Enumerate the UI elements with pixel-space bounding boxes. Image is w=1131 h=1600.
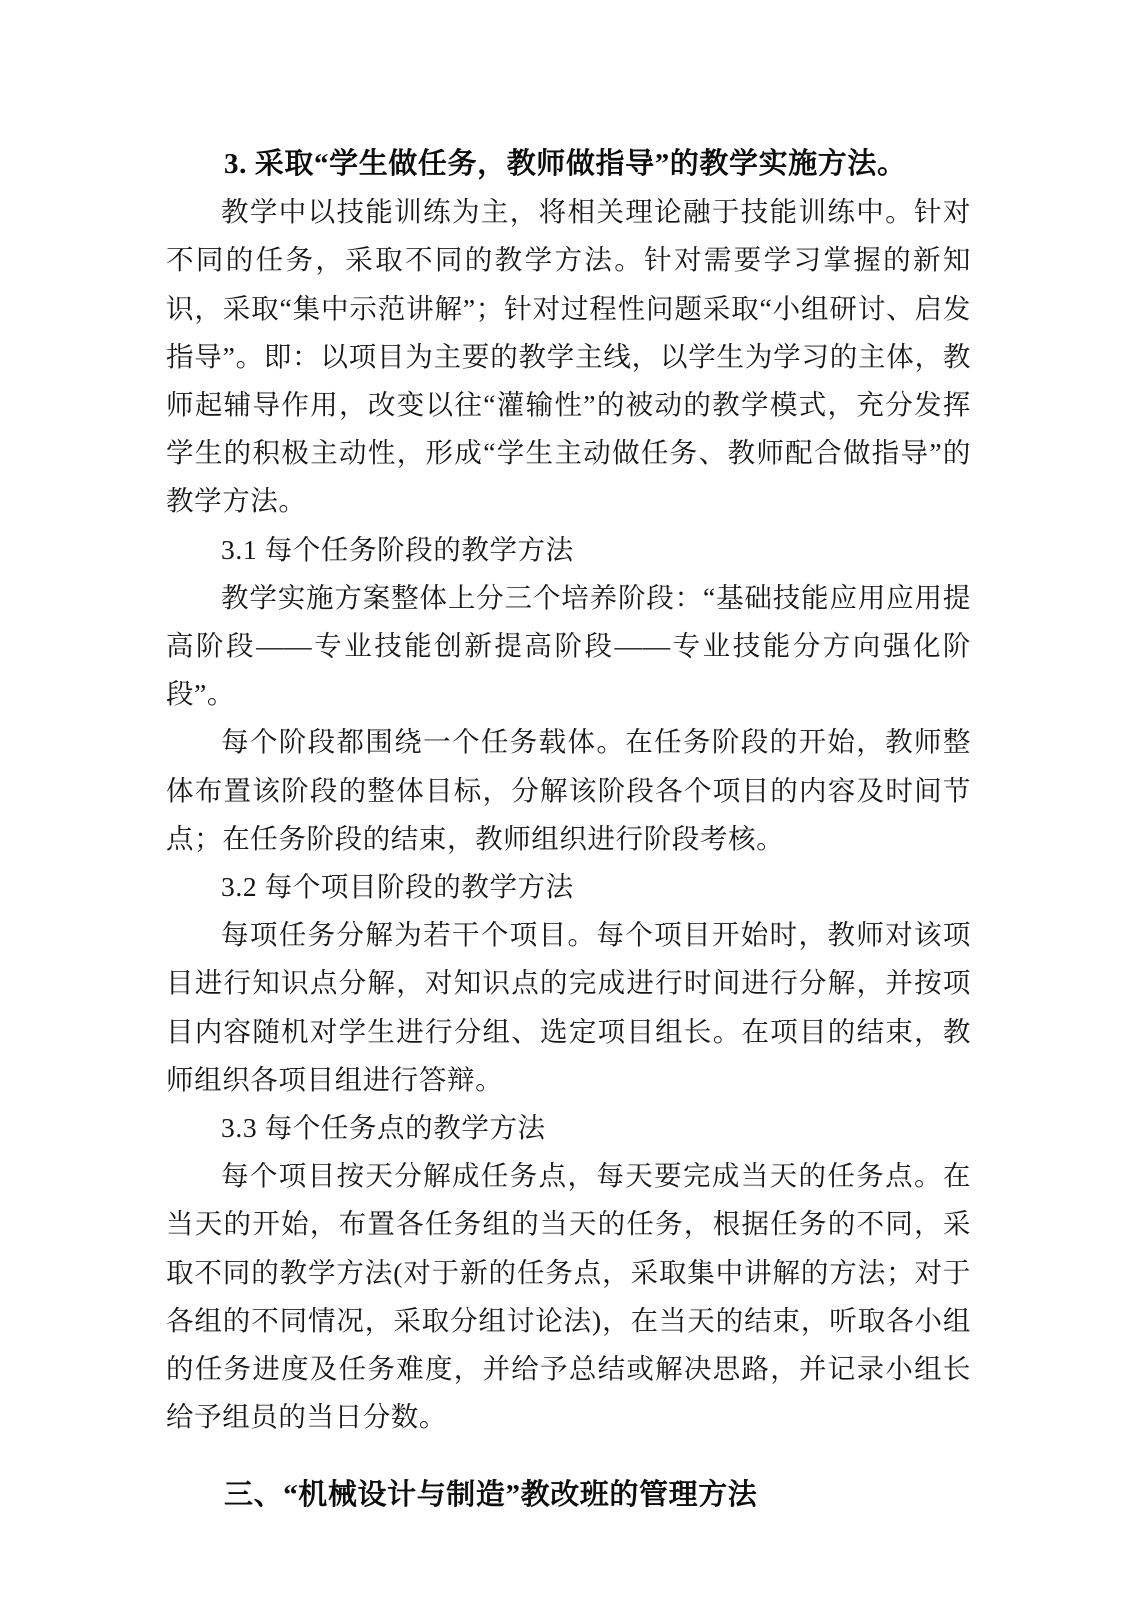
subheading: 3.2 每个项目阶段的教学方法: [221, 871, 574, 903]
heading: 3. 采取“学生做任务，教师做指导”的教学实施方法。: [224, 148, 907, 180]
subheading: 3.3 每个任务点的教学方法: [221, 1112, 546, 1144]
paragraph: 教学实施方案整体上分三个培养阶段：“基础技能应用应用提高阶段——专业技能创新提高阶段——专业技能分方向强化阶段”。: [166, 581, 971, 710]
section-heading: 三、“机械设计与制造”教改班的管理方法: [224, 1479, 758, 1512]
paragraph: 每项任务分解为若干个项目。每个项目开始时，教师对该项目进行知识点分解，对知识点的完成进行时间进行分解，并按项目内容随机对学生进行分组、选定项目组长。在项目的结束，教师组织各项目组进行答辩。: [166, 919, 971, 1095]
subheading: 3.1 每个任务阶段的教学方法: [221, 533, 574, 565]
paragraph: 每个阶段都围绕一个任务载体。在任务阶段的开始，教师整体布置该阶段的整体目标，分解该阶段各个项目的内容及时间节点；在任务阶段的结束，教师组织进行阶段考核。: [166, 726, 971, 854]
paragraph: 每个项目按天分解成任务点，每天要完成当天的任务点。在当天的开始，布置各任务组的当天的任务，根据任务的不同，采取不同的教学方法(对于新的任务点，采取集中讲解的方法；对于各组的不同情况，采取分组讨论法)，在当天的结束，听取各小组的任务进度及任务难度，并给予总结或解决思路，并记录小组长给予组员的当日分数。: [166, 1160, 971, 1433]
paragraph: 教学中以技能训练为主，将相关理论融于技能训练中。针对不同的任务，采取不同的教学方法。针对需要学习掌握的新知识，采取“集中示范讲解”；针对过程性问题采取“小组研讨、启发指导”。即：以项目为主要的教学主线，以学生为学习的主体，教师起辅导作用，改变以往“灌输性”的被动的教学模式，充分发挥学生的积极主动性，形成“学生主动做任务、教师配合做指导”的教学方法。: [166, 196, 971, 517]
